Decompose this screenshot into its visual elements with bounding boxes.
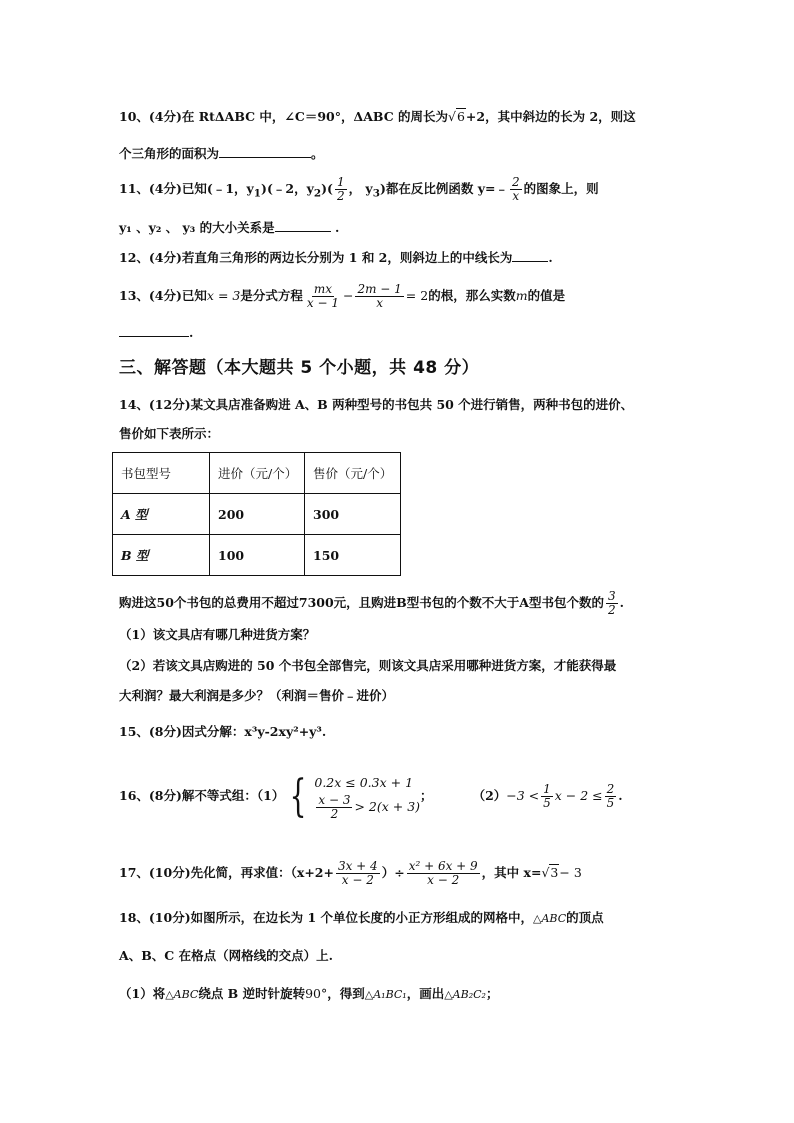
q14-line2: 售价如下表所示： (119, 426, 220, 441)
table-cell: 100 (210, 535, 305, 576)
inequality-system: { 0.2x ≤ 0.3x + 1 $\frac{x - 3}{2}$ > 2(x + 3) (289, 770, 421, 822)
q14-condition: 购进这50个书包的总费用不超过7300元，且购进B型书包的个数不大于A型书包个数的 $\frac{3}{2}$ . (119, 589, 624, 617)
q10-text-end: +2，其中斜边的长为 2，则这 (465, 109, 636, 124)
q11-line1: 11、(4分)已知(﹣1，$y_1)(﹣2$，$y_2$)( $\frac{1}{2}$ ， $y_3$)都在反比例函数 y=﹣ $\frac{2}{x}$ 的图象上，则 (119, 175, 599, 203)
section-title: 三、解答题（本大题共 5 个小题，共 48 分） (119, 358, 480, 378)
q18-sub1: （1）将△ABC绕点 B 逆时针旋转90°，得到△A₁BC₁，画出△AB₂C₂； (119, 986, 499, 1001)
q10-line1 (119, 107, 636, 127)
sqrt-expression: √6 (448, 109, 465, 124)
fraction-half: $\frac{1}{2}$ (336, 175, 345, 203)
table-header: 售价（元/个） (305, 453, 401, 494)
table-row (113, 494, 401, 535)
table-row (113, 535, 401, 576)
fraction-2-over-x: $\frac{2}{x}$ (511, 175, 520, 203)
brace-symbol: { (289, 770, 307, 822)
q14-sub2-line2: 大利润？最大利润是多少？（利润＝售价﹣进价） (119, 688, 395, 703)
answer-blank[interactable] (275, 217, 331, 232)
q12-line: 12、(4分)若直角三角形的两边长分别为 1 和 2，则斜边上的中线长为 . (119, 247, 553, 268)
table-header-row (113, 453, 401, 494)
fraction-mx: $\frac{mx}{x - 1}$ (306, 282, 339, 310)
table-cell: A 型 (113, 494, 210, 535)
table-header: 进价（元/个） (210, 453, 305, 494)
q14-sub1: （1）该文具店有哪几种进货方案？ (119, 627, 316, 642)
table-cell: B 型 (113, 535, 210, 576)
q14-line1: 14、(12分)某文具店准备购进 A、B 两种型号的书包共 50 个进行销售，两种书包的进价、 (119, 397, 634, 412)
q10-line2: 个三角形的面积为 。 (119, 143, 324, 164)
q18-line2: A、B、C 在格点（网格线的交点）上. (119, 948, 333, 963)
table-cell: 150 (305, 535, 401, 576)
q13-line2: . (119, 322, 193, 343)
answer-blank[interactable] (512, 247, 548, 262)
fraction-2m: $\frac{2m - 1}{x}$ (357, 282, 402, 310)
q14-sub2-line1: （2）若该文具店购进的 50 个书包全部售完，则该文具店采用哪种进货方案，才能获得最 (119, 658, 617, 673)
price-table (112, 452, 401, 576)
q18-line1: 18、(10分)如图所示，在边长为 1 个单位长度的小正方形组成的网格中，△ABC的顶点 (119, 910, 604, 925)
table-cell: 200 (210, 494, 305, 535)
table-header: 书包型号 (113, 453, 210, 494)
answer-blank[interactable] (119, 322, 189, 337)
q11-line2: y₁ 、y₂ 、 y₃ 的大小关系是 . (119, 217, 339, 238)
q13-line1: 13、(4分)已知x = 3是分式方程 $\frac{mx}{x - 1}$ − $\frac{2m - 1}{x}$ = 2的根，那么实数m的值是 (119, 282, 566, 310)
q10-text: 10、(4分)在 RtΔABC 中，∠C＝90°，ΔABC 的周长为 (119, 109, 448, 124)
sqrt-expression: √3 (541, 865, 559, 880)
q17-line: 17、(10分)先化简，再求值：（x+2+ $\frac{3x + 4}{x - 2}$ ）÷ $\frac{\text{x² + 6x + 9}}{x - 2}$ ，其中 x=√3− 3 (119, 859, 582, 887)
answer-blank[interactable] (219, 143, 311, 158)
fraction-3-2: $\frac{3}{2}$ (607, 589, 616, 617)
q15-line: 15、(8分)因式分解：x³y-2xy²+y³. (119, 724, 327, 739)
q16-line: 16、(8分)解不等式组：（1） { 0.2x ≤ 0.3x + 1 $\frac{x - 3}{2}$ > 2(x + 3) ； （2）−3 < $\frac{1}{5}$ x − 2 ≤ $\frac{2}{5}$ . (119, 770, 623, 822)
table-cell: 300 (305, 494, 401, 535)
